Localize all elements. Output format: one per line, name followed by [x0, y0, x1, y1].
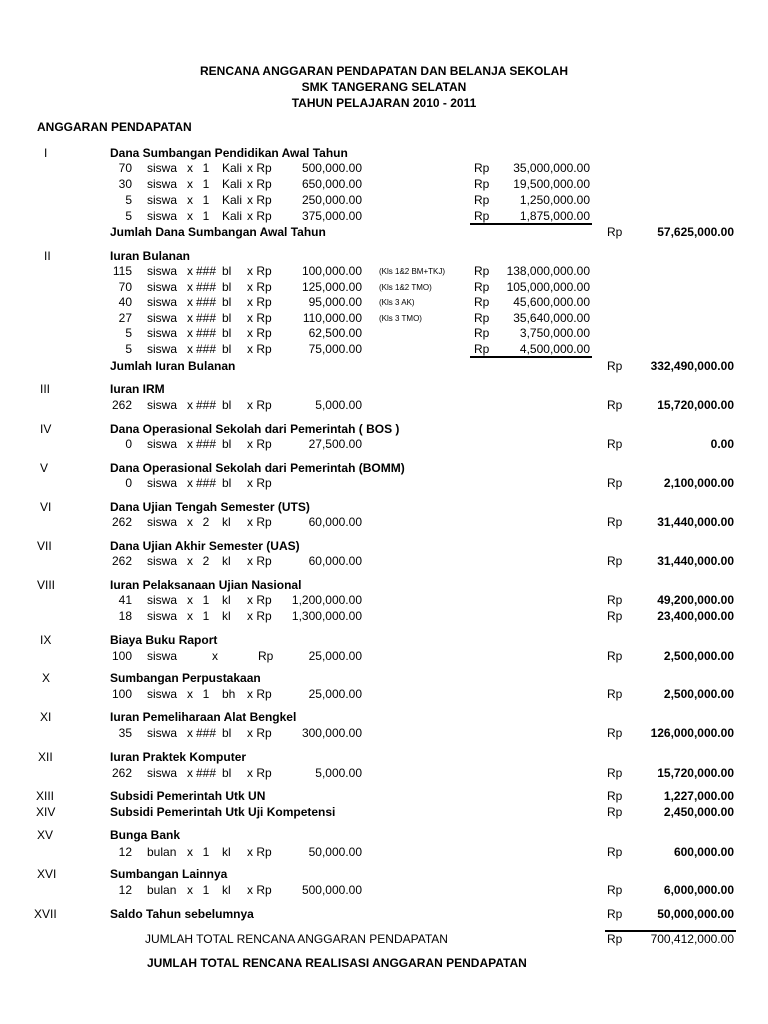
row-multiplier: ### — [196, 726, 217, 740]
row-price-currency: x Rp — [247, 554, 272, 568]
row-price-currency: x Rp — [247, 264, 272, 278]
row-price: 1,300,000.00 — [291, 609, 362, 623]
row-unit: siswa — [147, 609, 178, 623]
row-price: 375,000.00 — [301, 209, 362, 223]
row-total-currency: Rp — [607, 437, 623, 451]
row-times-sign: x — [187, 609, 193, 623]
row-subtotal: 1,250,000.00 — [519, 193, 590, 207]
row-period: kl — [222, 883, 231, 897]
row-multiplier: ### — [196, 342, 217, 356]
section-title: Dana Ujian Tengah Semester (UTS) — [110, 500, 310, 514]
row-price: 75,000.00 — [308, 342, 362, 356]
row-multiplier: ### — [196, 295, 217, 309]
row-multiplier: 1 — [202, 883, 210, 897]
currency-label: Rp — [607, 932, 623, 946]
row-class-note: (Kls 1&2 BM+TKJ) — [379, 267, 446, 276]
row-price-currency: Rp — [258, 649, 274, 663]
section-title: Biaya Buku Raport — [110, 633, 218, 647]
row-period: bl — [222, 476, 232, 490]
row-price: 250,000.00 — [301, 193, 362, 207]
row-multiplier: 1 — [202, 593, 210, 607]
row-period: bl — [222, 326, 232, 340]
row-subtotal: 35,640,000.00 — [513, 311, 590, 325]
row-sub-currency: Rp — [474, 326, 490, 340]
row-price: 25,000.00 — [308, 687, 362, 701]
row-price-currency: x Rp — [247, 177, 272, 191]
row-quantity: 27 — [118, 311, 132, 325]
row-price-currency: x Rp — [247, 515, 272, 529]
row-total-currency: Rp — [607, 593, 623, 607]
row-total: 6,000,000.00 — [663, 883, 734, 897]
row-quantity: 40 — [118, 295, 132, 309]
row-unit: siswa — [147, 177, 178, 191]
row-times-sign: x — [187, 766, 193, 780]
row-total-currency: Rp — [607, 726, 623, 740]
row-period: bl — [222, 264, 232, 278]
row-unit: siswa — [147, 264, 178, 278]
section-total: 2,450,000.00 — [663, 805, 734, 819]
row-multiplier: 1 — [202, 161, 210, 175]
row-sub-currency: Rp — [474, 295, 490, 309]
row-price: 95,000.00 — [308, 295, 362, 309]
section-number: XII — [38, 750, 53, 764]
row-price: 25,000.00 — [308, 649, 362, 663]
row-subtotal: 138,000,000.00 — [506, 264, 590, 278]
row-sub-currency: Rp — [474, 161, 490, 175]
section-title: Iuran IRM — [110, 382, 165, 396]
row-sub-currency: Rp — [474, 193, 490, 207]
section-number: XVI — [37, 867, 57, 881]
row-times-sign: x — [187, 476, 193, 490]
section-title: Sumbangan Perpustakaan — [110, 671, 261, 685]
row-price-currency: x Rp — [247, 593, 272, 607]
row-times-sign: x — [187, 326, 193, 340]
row-times-sign: x — [187, 209, 193, 223]
row-multiplier: 1 — [202, 193, 210, 207]
currency-label: Rp — [607, 789, 623, 803]
row-total: 31,440,000.00 — [657, 515, 734, 529]
row-quantity: 0 — [125, 476, 132, 490]
underline-rule — [470, 223, 592, 225]
row-total: 126,000,000.00 — [650, 726, 734, 740]
row-unit: siswa — [147, 476, 178, 490]
section-title: Bunga Bank — [110, 828, 181, 842]
row-total-currency: Rp — [607, 554, 623, 568]
section-number: XIII — [36, 789, 55, 803]
row-price-currency: x Rp — [247, 326, 272, 340]
section-number: II — [44, 249, 51, 263]
section-title: Sumbangan Lainnya — [110, 867, 228, 881]
row-multiplier: ### — [196, 398, 217, 412]
row-quantity: 18 — [118, 609, 132, 623]
row-unit: siswa — [147, 593, 178, 607]
row-total-currency: Rp — [607, 883, 623, 897]
row-total: 49,200,000.00 — [657, 593, 734, 607]
row-quantity: 262 — [111, 554, 132, 568]
section-number: XVII — [34, 907, 57, 921]
row-unit: siswa — [147, 515, 178, 529]
row-price-currency: x Rp — [247, 161, 272, 175]
row-quantity: 100 — [111, 687, 132, 701]
row-times-sign: x — [187, 398, 193, 412]
row-quantity: 262 — [111, 766, 132, 780]
row-times-sign: x — [187, 193, 193, 207]
section-title: Dana Ujian Akhir Semester (UAS) — [110, 539, 300, 553]
section-number: IV — [40, 422, 52, 436]
row-unit: siswa — [147, 649, 178, 663]
row-quantity: 100 — [111, 649, 132, 663]
section-title: Iuran Praktek Komputer — [110, 750, 247, 764]
row-total: 600,000.00 — [673, 845, 734, 859]
row-period: bl — [222, 280, 232, 294]
row-times-sign: x — [187, 515, 193, 529]
row-quantity: 70 — [118, 161, 132, 175]
row-subtotal: 45,600,000.00 — [513, 295, 590, 309]
section-title: Saldo Tahun sebelumnya — [110, 907, 254, 921]
underline-rule — [470, 356, 592, 358]
row-quantity: 115 — [112, 264, 132, 278]
section-heading: ANGGARAN PENDAPATAN — [37, 120, 192, 134]
row-unit: siswa — [147, 311, 178, 325]
row-total-currency: Rp — [607, 609, 623, 623]
row-unit: siswa — [147, 726, 178, 740]
row-times-sign: x — [187, 687, 193, 701]
row-multiplier: 2 — [202, 554, 210, 568]
section-number: VII — [37, 539, 52, 553]
row-sub-currency: Rp — [474, 311, 490, 325]
row-quantity: 12 — [118, 883, 132, 897]
section-title: Dana Operasional Sekolah dari Pemerintah (BOMM) — [110, 461, 405, 475]
document-title-line3: TAHUN PELAJARAN 2010 - 2011 — [291, 96, 477, 110]
row-period: kl — [222, 845, 231, 859]
row-price: 50,000.00 — [308, 845, 362, 859]
row-total: 31,440,000.00 — [657, 554, 734, 568]
row-price: 60,000.00 — [308, 515, 362, 529]
row-unit: siswa — [147, 193, 178, 207]
row-total-currency: Rp — [607, 398, 623, 412]
row-class-note: (Kls 3 AK) — [379, 298, 415, 307]
row-total-currency: Rp — [607, 845, 623, 859]
section-number: VIII — [37, 578, 56, 592]
row-subtotal: 1,875,000.00 — [519, 209, 590, 223]
row-quantity: 5 — [125, 342, 132, 356]
section-total: 1,227,000.00 — [663, 789, 734, 803]
row-period: bl — [222, 766, 232, 780]
row-times-sign: x — [187, 295, 193, 309]
row-price-currency: x Rp — [247, 193, 272, 207]
row-unit: siswa — [147, 766, 178, 780]
row-subtotal: 105,000,000.00 — [506, 280, 590, 294]
section-number: XV — [37, 828, 54, 842]
row-multiplier: 1 — [202, 845, 210, 859]
row-price: 500,000.00 — [301, 883, 362, 897]
row-period: Kali — [222, 193, 243, 207]
section-number: III — [40, 382, 51, 396]
row-times-sign: x — [187, 280, 193, 294]
row-multiplier: ### — [196, 311, 217, 325]
document-title-line1: RENCANA ANGGARAN PENDAPATAN DAN BELANJA SEKOLAH — [199, 64, 568, 78]
row-subtotal: 3,750,000.00 — [519, 326, 590, 340]
row-times-sign: x — [187, 311, 193, 325]
row-quantity: 5 — [125, 326, 132, 340]
row-price: 125,000.00 — [301, 280, 362, 294]
row-period: bl — [222, 342, 232, 356]
row-total: 23,400,000.00 — [657, 609, 734, 623]
row-multiplier: ### — [196, 280, 217, 294]
row-price: 500,000.00 — [301, 161, 362, 175]
row-sub-currency: Rp — [474, 280, 490, 294]
row-total-currency: Rp — [607, 649, 623, 663]
row-times-sign: x — [187, 593, 193, 607]
row-multiplier: ### — [196, 326, 217, 340]
row-quantity: 262 — [111, 398, 132, 412]
row-multiplier: ### — [196, 264, 217, 278]
subtotal-label: Jumlah Iuran Bulanan — [110, 359, 236, 373]
row-sub-currency: Rp — [474, 264, 490, 278]
row-unit: siswa — [147, 437, 178, 451]
row-period: kl — [222, 515, 231, 529]
grand-total-label: JUMLAH TOTAL RENCANA ANGGARAN PENDAPATAN — [145, 932, 448, 946]
row-price: 100,000.00 — [301, 264, 362, 278]
row-times-sign: x — [187, 177, 193, 191]
subtotal-label: Jumlah Dana Sumbangan Awal Tahun — [110, 225, 326, 239]
row-total: 2,500,000.00 — [663, 687, 734, 701]
row-price-currency: x Rp — [247, 726, 272, 740]
row-sub-currency: Rp — [474, 177, 490, 191]
row-multiplier: 2 — [202, 515, 210, 529]
row-quantity: 0 — [125, 437, 132, 451]
row-unit: siswa — [147, 554, 178, 568]
row-period: Kali — [222, 209, 243, 223]
row-unit: bulan — [147, 845, 177, 859]
row-price-currency: x Rp — [247, 437, 272, 451]
row-multiplier: x — [212, 649, 218, 663]
section-number: XI — [40, 710, 52, 724]
row-total: 15,720,000.00 — [657, 398, 734, 412]
row-price: 110,000.00 — [302, 311, 362, 325]
row-price-currency: x Rp — [247, 845, 272, 859]
currency-label: Rp — [607, 907, 623, 921]
row-unit: siswa — [147, 161, 178, 175]
row-sub-currency: Rp — [474, 342, 490, 356]
row-multiplier: 1 — [202, 687, 210, 701]
row-quantity: 12 — [118, 845, 132, 859]
row-price-currency: x Rp — [247, 883, 272, 897]
row-price: 5,000.00 — [315, 398, 362, 412]
row-price-currency: x Rp — [247, 766, 272, 780]
row-period: kl — [222, 609, 231, 623]
currency-label: Rp — [607, 805, 623, 819]
currency-label: Rp — [607, 359, 623, 373]
row-subtotal: 19,500,000.00 — [513, 177, 590, 191]
grand-total-value: 700,412,000.00 — [650, 932, 734, 946]
row-price: 27,500.00 — [308, 437, 362, 451]
row-multiplier: 1 — [202, 177, 210, 191]
row-unit: siswa — [147, 687, 178, 701]
row-price: 300,000.00 — [301, 726, 362, 740]
section-title: Subsidi Pemerintah Utk UN — [110, 789, 266, 803]
row-price: 62,500.00 — [308, 326, 362, 340]
row-price: 60,000.00 — [308, 554, 362, 568]
row-period: bl — [222, 437, 232, 451]
row-quantity: 35 — [118, 726, 132, 740]
section-number: VI — [40, 500, 52, 514]
row-period: bl — [222, 726, 232, 740]
grand-total-rule — [605, 930, 736, 932]
section-title: Iuran Pemeliharaan Alat Bengkel — [110, 710, 297, 724]
row-times-sign: x — [187, 554, 193, 568]
currency-label: Rp — [607, 225, 623, 239]
row-total-currency: Rp — [607, 766, 623, 780]
section-title: Dana Operasional Sekolah dari Pemerintah ( BOS ) — [110, 422, 400, 436]
row-price: 1,200,000.00 — [291, 593, 362, 607]
document-title-line2: SMK TANGERANG SELATAN — [301, 80, 467, 94]
section-number: XIV — [36, 805, 56, 819]
subtotal-value: 332,490,000.00 — [650, 359, 734, 373]
row-quantity: 5 — [125, 193, 132, 207]
row-price-currency: x Rp — [247, 311, 272, 325]
row-quantity: 30 — [118, 177, 132, 191]
row-price-currency: x Rp — [247, 342, 272, 356]
row-times-sign: x — [187, 437, 193, 451]
row-unit: bulan — [147, 883, 177, 897]
row-price: 650,000.00 — [301, 177, 362, 191]
row-period: bl — [222, 311, 232, 325]
row-price-currency: x Rp — [247, 295, 272, 309]
row-period: kl — [222, 593, 231, 607]
section-number: X — [42, 671, 51, 685]
row-quantity: 70 — [118, 280, 132, 294]
row-class-note: (Kls 3 TMO) — [379, 314, 422, 323]
row-total-currency: Rp — [607, 687, 623, 701]
section-title: Dana Sumbangan Pendidikan Awal Tahun — [110, 146, 348, 160]
row-total: 15,720,000.00 — [657, 766, 734, 780]
row-price-currency: x Rp — [247, 398, 272, 412]
section-number: IX — [40, 633, 52, 647]
row-times-sign: x — [187, 161, 193, 175]
row-period: bl — [222, 398, 232, 412]
row-price: 5,000.00 — [315, 766, 362, 780]
row-quantity: 5 — [125, 209, 132, 223]
row-class-note: (Kls 1&2 TMO) — [379, 283, 432, 292]
row-price-currency: x Rp — [247, 687, 272, 701]
row-price-currency: x Rp — [247, 609, 272, 623]
row-quantity: 41 — [118, 593, 132, 607]
row-price-currency: x Rp — [247, 280, 272, 294]
section-total: 50,000,000.00 — [657, 907, 734, 921]
section-title: Iuran Bulanan — [110, 249, 191, 263]
row-times-sign: x — [187, 883, 193, 897]
row-unit: siswa — [147, 280, 178, 294]
row-price-currency: x Rp — [247, 476, 272, 490]
row-total-currency: Rp — [607, 515, 623, 529]
row-subtotal: 4,500,000.00 — [519, 342, 590, 356]
section-title: Subsidi Pemerintah Utk Uji Kompetensi — [110, 805, 336, 819]
row-multiplier: 1 — [202, 209, 210, 223]
row-total: 0.00 — [710, 437, 734, 451]
section-number: I — [44, 146, 48, 160]
row-multiplier: 1 — [202, 609, 210, 623]
row-subtotal: 35,000,000.00 — [513, 161, 590, 175]
section-number: V — [40, 461, 49, 475]
row-period: kl — [222, 554, 231, 568]
row-unit: siswa — [147, 398, 178, 412]
row-quantity: 262 — [111, 515, 132, 529]
row-times-sign: x — [187, 726, 193, 740]
row-period: bl — [222, 295, 232, 309]
row-times-sign: x — [187, 342, 193, 356]
row-period: Kali — [222, 177, 243, 191]
section-title: Iuran Pelaksanaan Ujian Nasional — [110, 578, 302, 592]
row-total: 2,100,000.00 — [663, 476, 734, 490]
row-period: bh — [222, 687, 236, 701]
row-total-currency: Rp — [607, 476, 623, 490]
row-price-currency: x Rp — [247, 209, 272, 223]
row-multiplier: ### — [196, 766, 217, 780]
row-period: Kali — [222, 161, 243, 175]
subtotal-value: 57,625,000.00 — [657, 225, 734, 239]
row-times-sign: x — [187, 264, 193, 278]
row-unit: siswa — [147, 326, 178, 340]
row-multiplier: ### — [196, 476, 217, 490]
row-multiplier: ### — [196, 437, 217, 451]
row-unit: siswa — [147, 342, 178, 356]
realisasi-label: JUMLAH TOTAL RENCANA REALISASI ANGGARAN PENDAPATAN — [147, 956, 527, 970]
row-sub-currency: Rp — [474, 209, 490, 223]
row-unit: siswa — [147, 295, 178, 309]
row-unit: siswa — [147, 209, 178, 223]
row-total: 2,500,000.00 — [663, 649, 734, 663]
row-times-sign: x — [187, 845, 193, 859]
